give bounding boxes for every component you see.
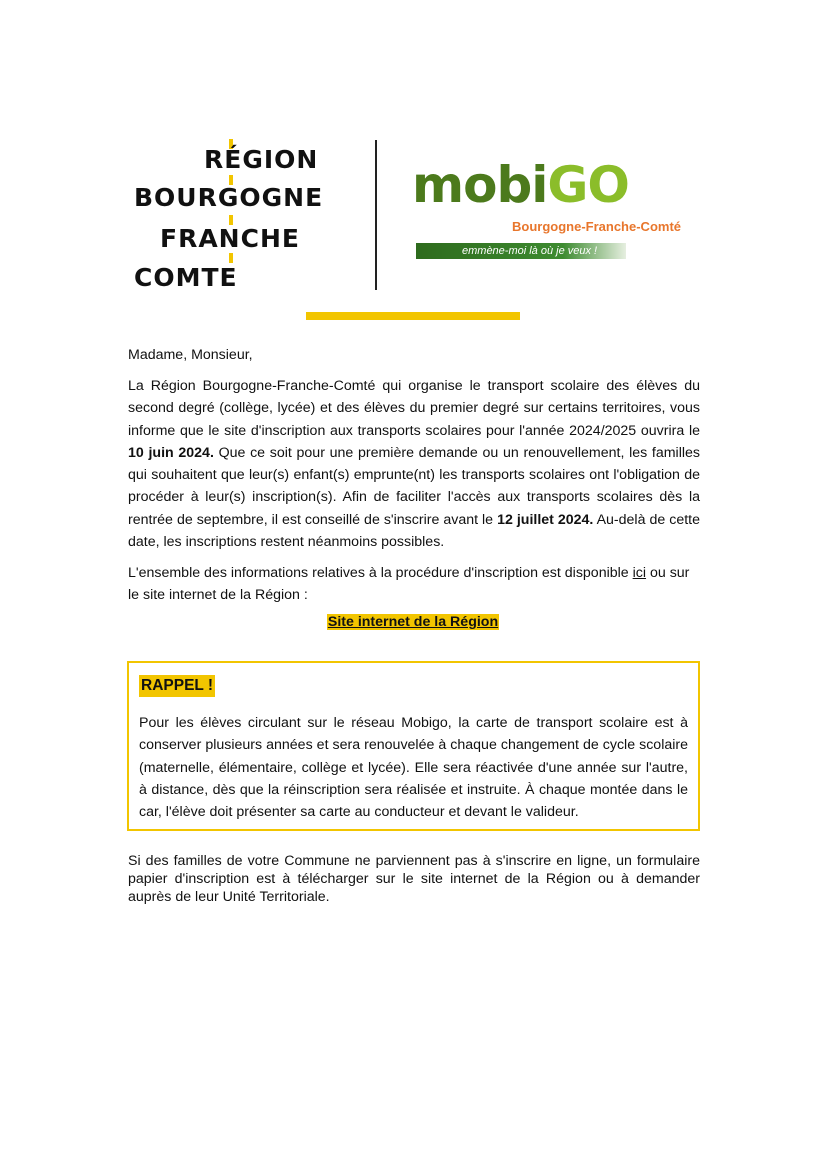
paragraph-paper-form: Si des familles de votre Commune ne parviennent pas à s'inscrire en ligne, un formulaire papier d'inscription est à télécharger sur le site internet de la Région ou à demander auprès de leur Unité Territoriale. <box>128 853 700 905</box>
opening-date: 10 juin 2024. <box>128 444 214 461</box>
region-website-link[interactable]: Site internet de la Région <box>327 614 499 630</box>
logo-line-comte: COMTE <box>134 263 238 292</box>
logo-line-bourgogne: BOURGOGNE <box>134 183 324 212</box>
region-bfc-logo <box>134 135 344 295</box>
header-yellow-bar <box>306 312 520 320</box>
logo-yellow-accent <box>229 253 233 263</box>
mobigo-wordmark: mobiGO <box>412 156 629 214</box>
paragraph-info: L'ensemble des informations relatives à la procédure d'inscription est disponible ici ou sur le site internet de la Région : <box>128 565 690 604</box>
info-link[interactable]: ici <box>632 565 647 581</box>
logo-line-franche: FRANCHE <box>160 224 300 253</box>
mobigo-tagline: emmène-moi là où je veux ! <box>416 243 626 259</box>
mobigo-subtitle: Bourgogne-Franche-Comté <box>512 219 681 234</box>
rappel-box <box>127 661 700 831</box>
logo-line-region: RÉGION <box>204 145 319 174</box>
rappel-text: Pour les élèves circulant sur le réseau Mobigo, la carte de transport scolaire est à conserver plusieurs années et sera renouvelée à chaque changement de cycle scolaire (maternelle, élémentaire, collège et lycée). Elle sera réactivée d'une année sur l'autre, à distance, dès que la réinscription sera réalisée et instruite. À chaque montée dans le car, l'élève doit présenter sa carte au conducteur et devant le valideur. <box>139 715 688 821</box>
logo-divider <box>375 140 377 290</box>
rappel-title: RAPPEL ! <box>139 675 215 697</box>
letterhead <box>128 135 698 295</box>
paragraph-intro: La Région Bourgogne-Franche-Comté qui organise le transport scolaire des élèves du second degré (collège, lycée) et des élèves du premier degré sur certains territoires, vous informe que le site d'inscription aux transports scolaires pour l'année 2024/2025 ouvrira le 10 juin 2024. Que ce soit pour une première demande ou un renouvellement, les familles qui souhaitent que leur(s) enfant(s) emprunte(nt) les transports scolaires ont l'obligation de procéder à leur(s) inscription(s). Afin de faciliter l'accès aux transports scolaires dès la rentrée de septembre, il est conseillé de s'inscrire avant le 12 juillet 2024. Au-delà de cette date, les inscriptions restent néanmoins possibles. <box>128 378 701 551</box>
greeting: Madame, Monsieur, <box>128 347 253 363</box>
mobigo-logo <box>412 155 692 265</box>
site-link-row <box>0 612 826 632</box>
deadline-date: 12 juillet 2024. <box>497 511 594 528</box>
